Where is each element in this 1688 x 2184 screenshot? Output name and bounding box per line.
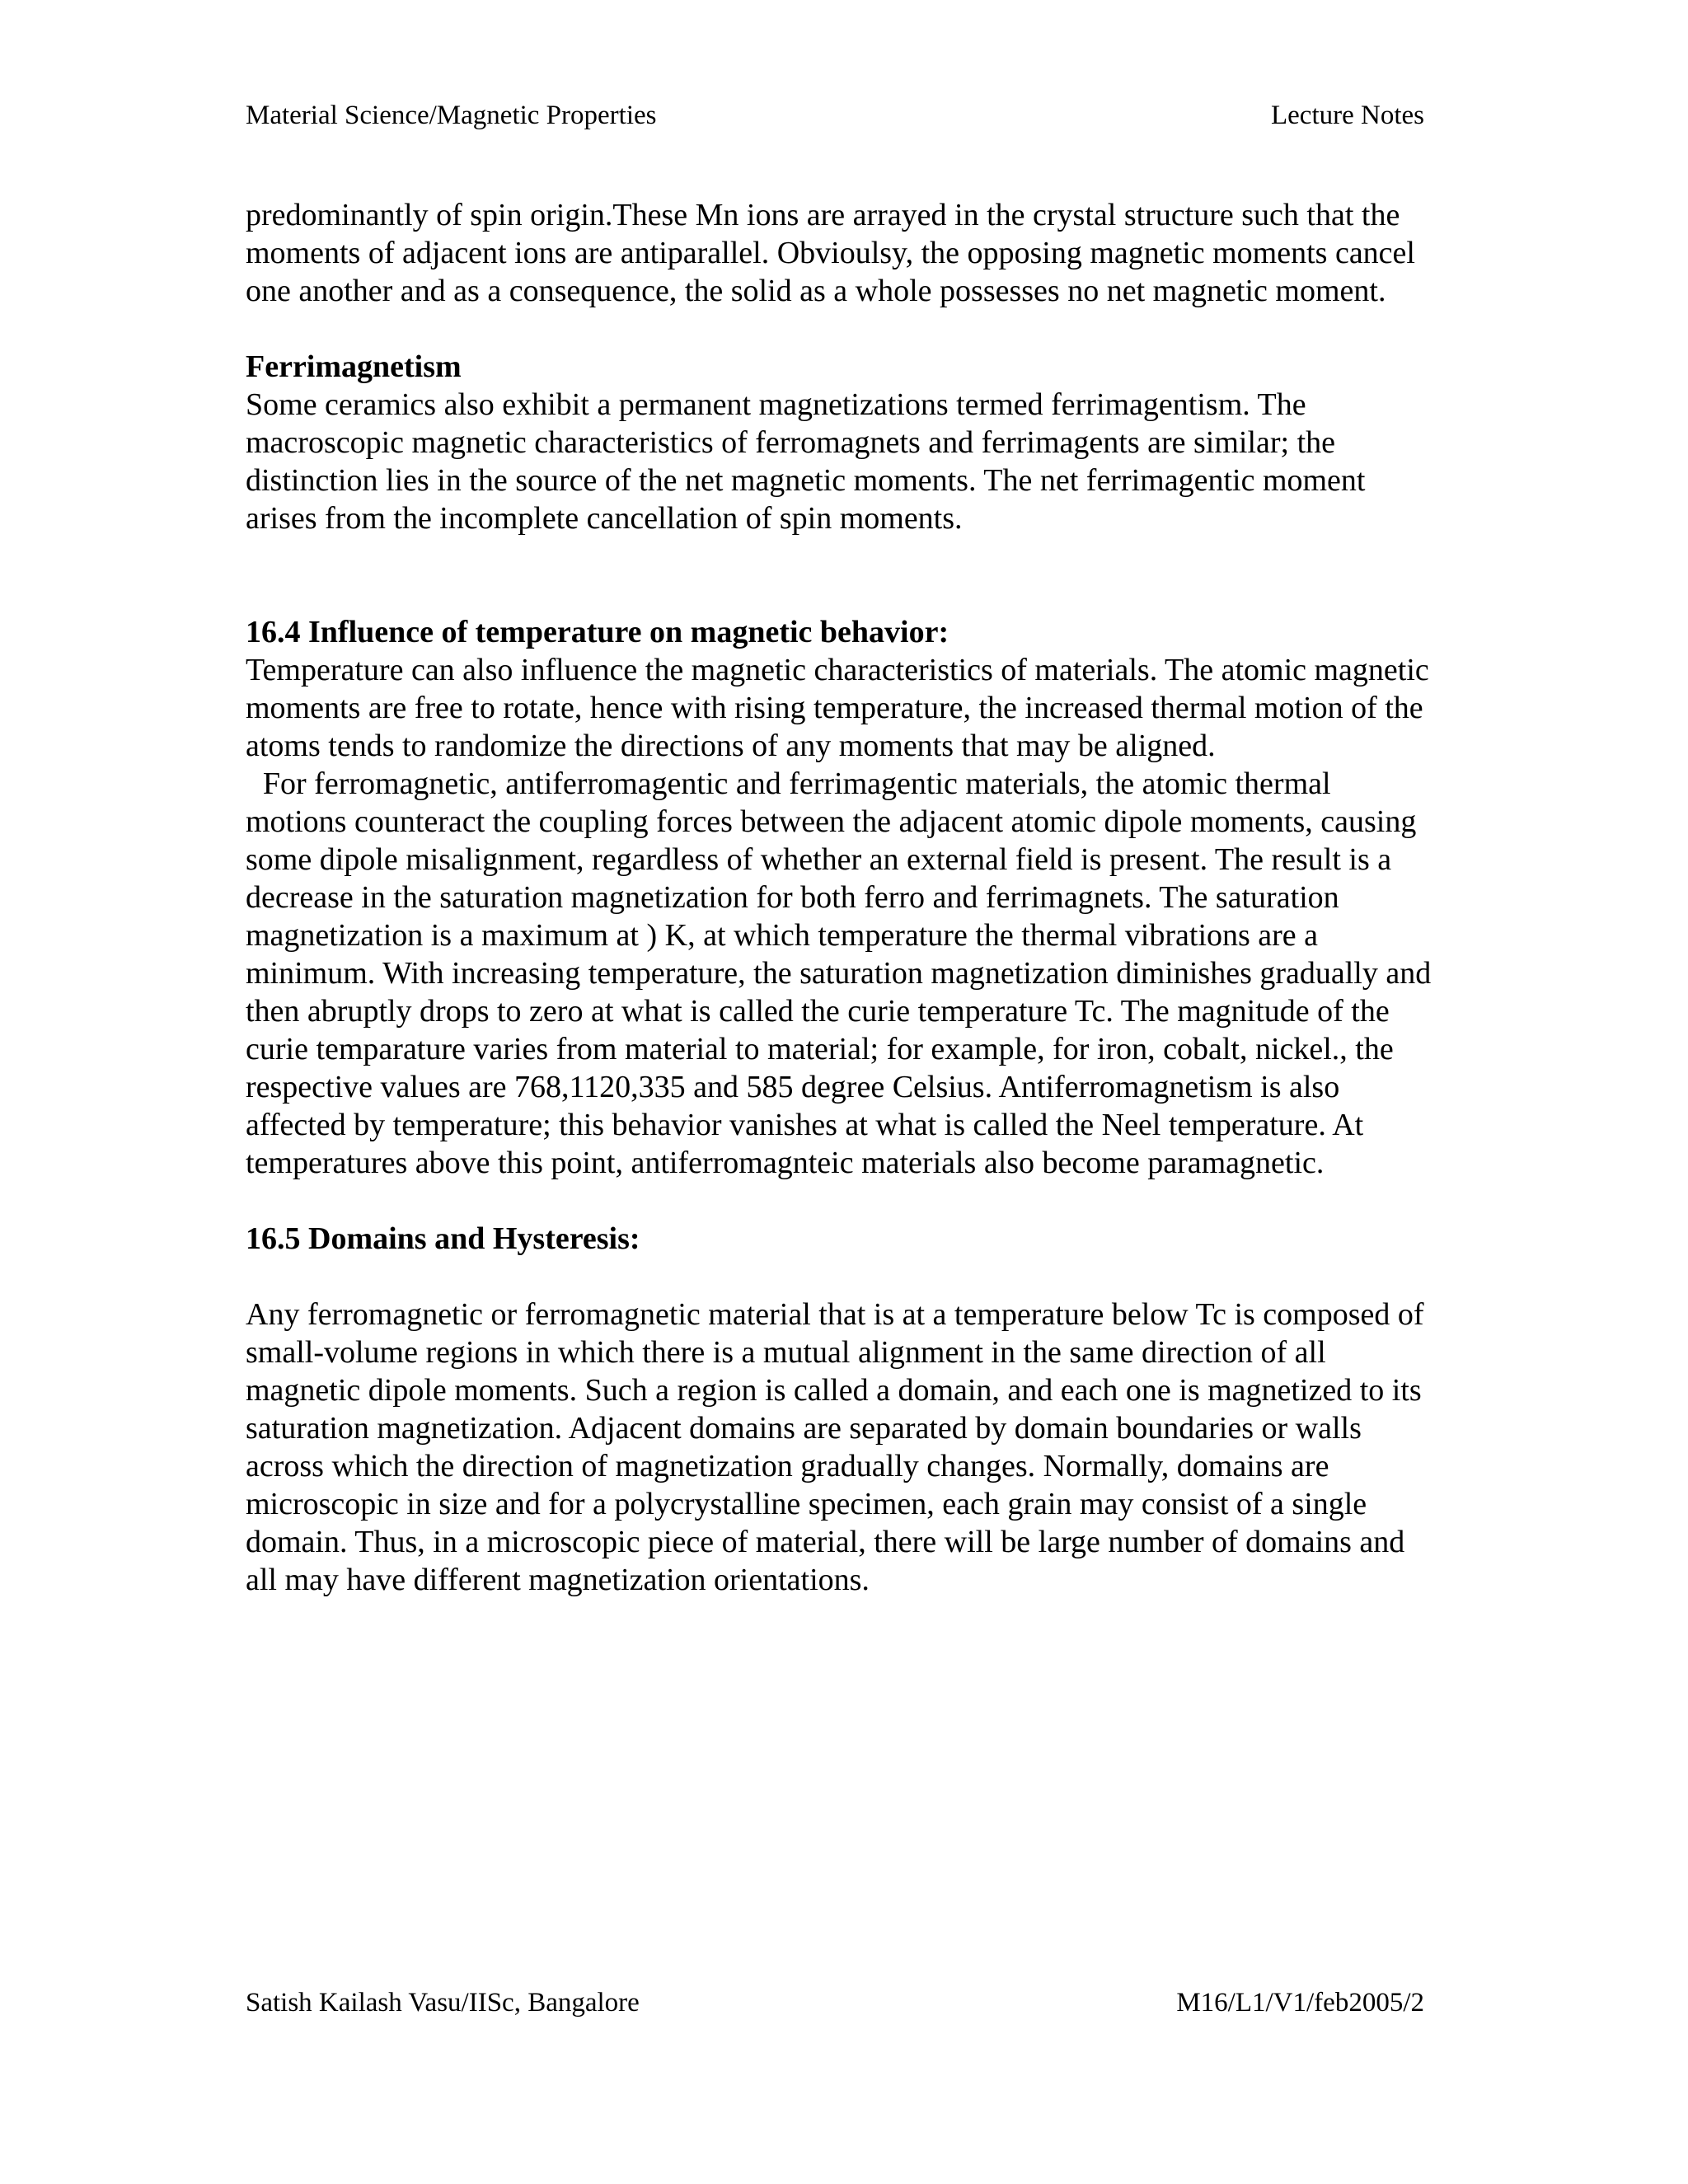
header-doc-type: Lecture Notes bbox=[1271, 101, 1424, 130]
ferrimagnetism-heading: Ferrimagnetism bbox=[246, 349, 462, 384]
footer-page-id: M16/L1/V1/feb2005/2 bbox=[1176, 1988, 1424, 2018]
temperature-paragraph-2: For ferromagnetic, antiferromagentic and ferrimagentic materials, the atomic thermal motions counteract the coupling forces between the adjacent atomic dipole moments, causing some dipole misalignment, regardless of whether an external field is present. The result is a decrease in the saturation magnetization for both ferro and ferrimagnets. The saturation magnetization is a maximum at ) K, at which temperature the thermal vibrations are a minimum. With increasing temperature, the saturation magnetization diminishes gradually and then abruptly drops to zero at what is called the curie temperature Tc. The magnitude of the curie temparature varies from material to material; for example, for iron, cobalt, nickel., the respective values are 768,1120,335 and 585 degree Celsius. Antiferromagnetism is also affected by temperature; this behavior vanishes at what is called the Neel temperature. At temperatures above this point, antiferromagnteic materials also become paramagnetic. bbox=[246, 766, 1432, 1180]
page-content bbox=[246, 196, 1432, 1599]
page-header bbox=[246, 97, 1424, 134]
ferrimagnetism-paragraph: Some ceramics also exhibit a permanent magnetizations termed ferrimagentism. The macroscopic magnetic characteristics of ferromagnets and ferrimagents are similar; the distinction lies in the source of the net magnetic moments. The net ferrimagentic moment arises from the incomplete cancellation of spin moments. bbox=[246, 387, 1366, 536]
page-footer bbox=[246, 1985, 1424, 2021]
header-course-title: Material Science/Magnetic Properties bbox=[246, 101, 657, 130]
temperature-paragraph-1: Temperature can also influence the magnetic characteristics of materials. The atomic magnetic moments are free to rotate, hence with rising temperature, the increased thermal motion of the atoms tends to randomize the directions of any moments that may be aligned. bbox=[246, 653, 1429, 763]
temperature-section-heading: 16.4 Influence of temperature on magnetic behavior: bbox=[246, 615, 950, 649]
footer-author: Satish Kailash Vasu/IISc, Bangalore bbox=[246, 1988, 640, 2018]
intro-paragraph: predominantly of spin origin.These Mn ions are arrayed in the crystal structure such that the moments of adjacent ions are antiparallel. Obvioulsy, the opposing magnetic moments cancel one another and as a consequence, the solid as a whole possesses no net magnetic moment. bbox=[246, 198, 1415, 308]
domains-section-heading: 16.5 Domains and Hysteresis: bbox=[246, 1221, 640, 1256]
domains-paragraph: Any ferromagnetic or ferromagnetic material that is at a temperature below Tc is composed of small-volume regions in which there is a mutual alignment in the same direction of all magnetic dipole moments. Such a region is called a domain, and each one is magnetized to its saturation magnetization. Adjacent domains are separated by domain boundaries or walls across which the direction of magnetization gradually changes. Normally, domains are microscopic in size and for a polycrystalline specimen, each grain may consist of a single domain. Thus, in a microscopic piece of material, there will be large number of domains and all may have different magnetization orientations. bbox=[246, 1297, 1424, 1597]
